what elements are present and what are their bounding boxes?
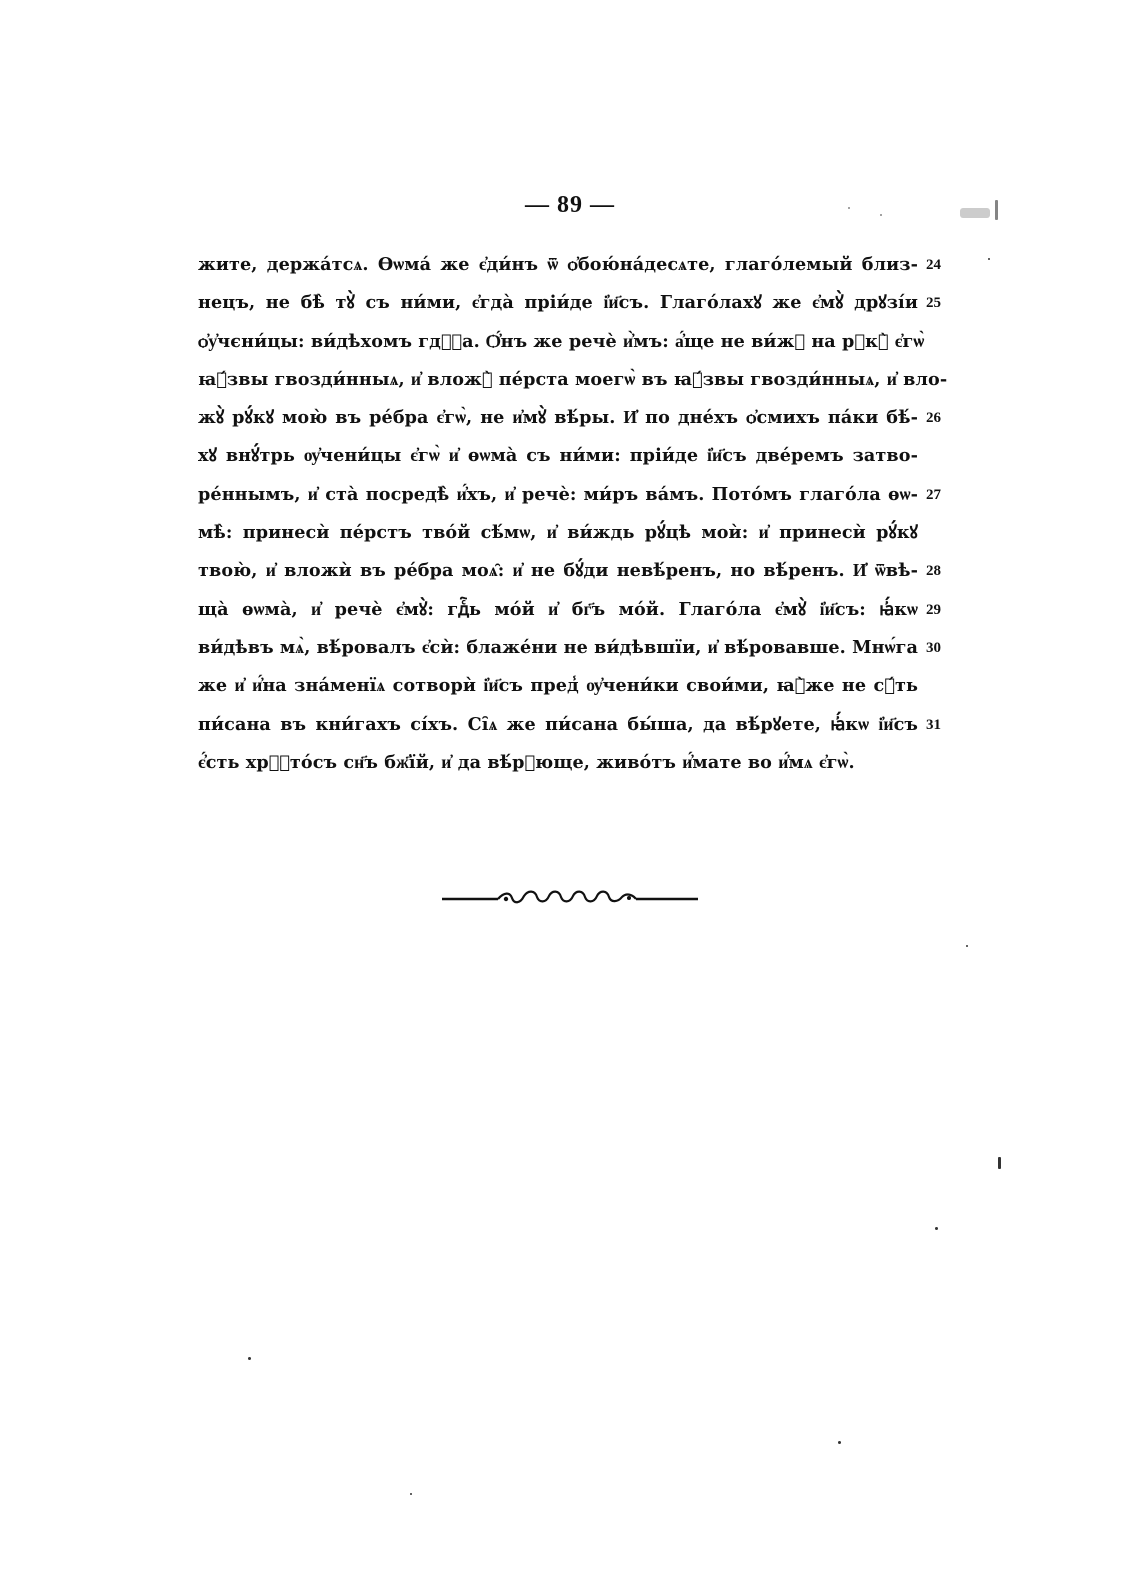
text-line [198,629,941,667]
line-text: ре́ннымъ, и҆ ста̀ посредѣ̀ и҆́хъ, и҆ речѐ: ми́ръ ва́мъ. Пото́мъ глаго́ла ѳѡ- [198,483,918,505]
scan-speck [935,1227,938,1230]
text-line [198,437,938,475]
scan-speck [966,945,968,947]
verse-number: 25 [926,295,941,312]
verse-number: 30 [926,639,941,656]
verse-number: 29 [926,601,941,618]
verse-number: 28 [926,563,941,580]
text-line [198,284,941,322]
text-line [198,706,941,744]
line-text: хꙋ внꙋ́трь ѹ҆чени́цы є҆гѡ̀ и҆ ѳѡма̀ съ ни́ми: пріи́де і҆и҃съ две́ремъ затво- [198,445,918,467]
line-text: ѻ҆у҆чєни́цы: ви́дѣхомъ гдⷭ҇а. Ѻ҆́нъ же речѐ и҆̀мъ: а҆́ще не ви́жꙋ на рꙋкꙋ̀ є҆гѡ̀ [198,330,925,352]
scan-speck [998,1157,1001,1169]
line-text: є҆́сть хрⷭ҇то́съ сн҃ъ бж҃їй, и҆ да вѣ́рꙋюще, живо́тъ и҆́мате во и҆́мѧ є҆гѡ̀. [198,751,855,773]
scan-speck [995,200,998,220]
line-text: мѣ̀: принесѝ пе́рстъ тво́й сѣ́мѡ, и҆ ви́ждь рꙋ́цѣ моѝ: и҆ принесѝ рꙋ́кꙋ [198,522,918,544]
line-text: ща̀ ѳѡма̀, и҆ речѐ є҆мꙋ̀: гдⷭ҇ь мо́й и҆ бг҃ъ мо́й. Глаго́ла є҆мꙋ̀ і҆и҃съ: ꙗ҆́кѡ [198,598,918,620]
scan-speck [880,214,882,216]
line-text: жꙋ̀ рꙋ́кꙋ мою̀ въ ре́бра є҆гѡ̀, не и҆мꙋ̀ вѣ́ры. И҆ по дне́хъ ѻ҆смихъ па́ки бѣ́- [198,407,918,429]
text-line [198,667,938,705]
line-text: ꙗ҆́звы гвозди́нныѧ, и҆ вложꙋ̀ пе́рста моегѡ̀ въ ꙗ҆́звы гвозди́нныѧ, и҆ вло- [198,368,948,390]
text-line [198,476,941,514]
line-text: твою̀, и҆ вложѝ въ ре́бра моѧ̑: и҆ не бꙋ́ди невѣ́ренъ, но вѣ́ренъ. И҆ ѿвѣ- [198,560,918,582]
scan-speck [838,1441,841,1444]
verse-number: 26 [926,410,941,427]
text-line [198,514,938,552]
verse-number: 31 [926,716,941,733]
line-text: жите, держа́тсѧ. Ѳѡма́ же є҆ди́нъ ѿ ѻ҆бою́на́десѧте, глаго́лемый близ- [198,254,918,275]
text-line [198,246,941,284]
line-text: пи́сана въ кни́гахъ сі́хъ. Сі̑ѧ же пи́сана бы́ша, да вѣ́рꙋете, ꙗ҆́кѡ і҆и҃съ [198,713,918,735]
text-line [198,323,938,361]
verse-number: 27 [926,486,941,503]
scan-speck [848,207,850,209]
verse-number: 24 [926,257,941,273]
scan-speck [988,258,990,260]
scan-speck [410,1493,412,1495]
line-text: нецъ, не бѣ̀ тꙋ̀ съ ни́ми, є҆гда̀ пріи́де і҆и҃съ. Глаго́лахꙋ же є҆мꙋ̀ дрꙋзі́и [198,292,918,314]
text-line [198,399,941,437]
scan-speck [960,208,990,218]
text-line [198,591,941,629]
text-line [198,744,938,782]
page-number: — 89 — [525,192,615,218]
text-line [198,552,941,590]
scan-speck [248,1357,251,1360]
ornament-divider [440,882,700,912]
line-text: ви́дѣвъ мѧ̀, вѣ́ровалъ є҆сѝ: блаже́ни не ви́дѣвшїи, и҆ вѣ́ровавше. Мнѡ́га [198,636,918,658]
text-line [198,361,948,399]
line-text: же и҆ и҆́на зна́менїѧ сотворѝ і҆и҃съ пред̾ ѹ҆чени́ки свои́ми, ꙗ҆̀же не сꙋ́ть [198,675,918,697]
text-block [198,246,948,782]
